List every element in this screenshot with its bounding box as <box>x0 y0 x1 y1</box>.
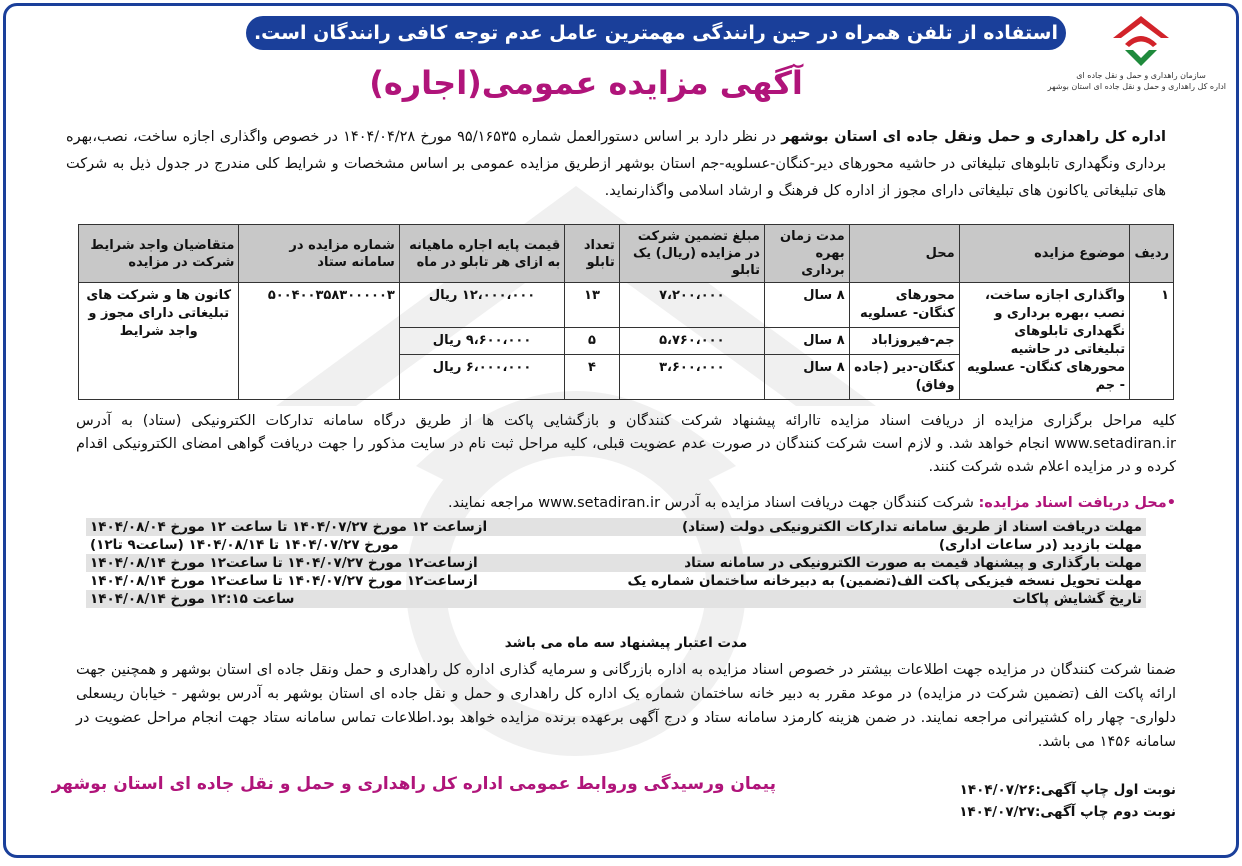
banner: استفاده از تلفن همراه در حین رانندگی مهمترین عامل عدم توجه کافی رانندگان است. <box>246 16 1066 50</box>
schedule-row <box>86 590 1146 608</box>
cell-guarantee: ۷،۲۰۰،۰۰۰ <box>619 283 764 328</box>
schedule-table <box>86 518 1146 608</box>
cell-applicants: کانون ها و شرکت های تبلیغاتی دارای مجوز و واجد شرایط <box>79 283 239 400</box>
schedule-value: ازساعت۱۲ مورخ ۱۴۰۴/۰۷/۲۷ تا ساعت۱۲ مورخ ۱۴۰۴/۰۸/۱۴ <box>86 554 618 572</box>
print-date-second: نوبت دوم چاپ آگهی:۱۴۰۴/۰۷/۲۷ <box>959 804 1176 820</box>
col-location: محل <box>849 225 959 283</box>
schedule-value: ازساعت۱۲ مورخ ۱۴۰۴/۰۷/۲۷ تا ساعت۱۲ مورخ ۱۴۰۴/۰۸/۱۴ <box>90 573 478 589</box>
cell-price: ۱۲،۰۰۰،۰۰۰ ریال <box>399 283 564 328</box>
col-applicants: متقاضیان واجد شرایط شرکت در مزایده <box>79 225 239 283</box>
cell-duration: ۸ سال <box>764 283 849 328</box>
col-number: شماره مزایده در سامانه ستاد <box>239 225 399 283</box>
documents-location-text: شرکت کنندگان جهت دریافت اسناد مزایده به آدرس www.setadiran.ir مراجعه نمایند. <box>448 495 979 511</box>
print-dates <box>959 779 1176 823</box>
col-price: قیمت پایه اجاره ماهیانه به ازای هر تابلو در ماه <box>399 225 564 283</box>
col-duration: مدت زمان بهره برداری <box>764 225 849 283</box>
table-header-row <box>79 225 1174 283</box>
intro-text: در نظر دارد بر اساس دستورالعمل شماره ۹۵/۱۶۵۳۵ مورخ ۱۴۰۴/۰۴/۲۸ در خصوص واگذاری اجازه ساخت، نصب،بهره برداری ونگهداری تابلوهای تبلیغاتی در حاشیه محورهای دیر-کنگان-عسلویه-جم استان بوشهر ازطریق مزایده عمومی بر اساس مشخصات و شرایط کلی مندرج در جدول ذیل به شرکت های تبلیغاتی یاکانون های تبلیغاتی دارای مجوز از اداره کل فرهنگ و ارشاد اسلامی واگذارنماید. <box>66 129 1166 199</box>
cell-price: ۹،۶۰۰،۰۰۰ ریال <box>399 328 564 355</box>
logo-line-2: اداره کل راهداری و حمل و نقل جاده ای استان بوشهر <box>1047 82 1226 91</box>
logo <box>1047 14 1226 114</box>
logo-line-1: سازمان راهداری و حمل و نقل جاده ای <box>1076 71 1206 80</box>
intro-org: اداره کل راهداری و حمل ونقل جاده ای استان بوشهر <box>781 129 1167 145</box>
documents-location-label: •محل دریافت اسناد مزایده: <box>978 495 1176 511</box>
cell-price: ۶،۰۰۰،۰۰۰ ریال <box>399 355 564 400</box>
cell-duration: ۸ سال <box>764 328 849 355</box>
auction-table <box>78 224 1174 400</box>
footer-signature: پیمان ورسیدگی وروابط عمومی اداره کل راهداری و حمل و نقل جاده ای استان بوشهر <box>51 774 776 794</box>
road-authority-logo-icon <box>1111 14 1171 70</box>
cell-guarantee: ۳،۶۰۰،۰۰۰ <box>619 355 764 400</box>
cell-location: کنگان-دیر (جاده وفاق) <box>849 355 959 400</box>
cell-duration: ۸ سال <box>764 355 849 400</box>
schedule-label: مهلت بازدید (در ساعات اداری) <box>938 537 1142 553</box>
schedule-label: تاریخ گشایش پاکات <box>618 590 1146 608</box>
cell-location: جم-فیروزاباد <box>849 328 959 355</box>
schedule-value: ساعت ۱۲:۱۵ مورخ ۱۴۰۴/۰۸/۱۴ <box>86 590 618 608</box>
ad-page <box>3 3 1239 858</box>
cell-count: ۵ <box>565 328 619 355</box>
schedule-label: مهلت دریافت اسناد از طریق سامانه تدارکات الکترونیکی دولت (ستاد) <box>618 518 1146 536</box>
col-count: تعداد تابلو <box>565 225 619 283</box>
cell-guarantee: ۵،۷۶۰،۰۰۰ <box>619 328 764 355</box>
cell-count: ۱۳ <box>565 283 619 328</box>
intro-paragraph <box>66 124 1166 205</box>
schedule-row <box>86 554 1146 572</box>
col-row: ردیف <box>1130 225 1174 283</box>
schedule-value: مورخ ۱۴۰۴/۰۷/۲۷ تا ۱۴۰۴/۰۸/۱۴ (ساعت۹ تا۱۲) <box>90 537 399 553</box>
table-row <box>79 283 1174 328</box>
validity-note: مدت اعتبار پیشنهاد سه ماه می باشد <box>504 635 748 651</box>
cell-row-no: ۱ <box>1130 283 1174 400</box>
schedule-label: مهلت تحویل نسخه فیزیکی پاکت الف(تضمین) به دبیرخانه ساختمان شماره یک <box>627 573 1142 589</box>
schedule-row <box>86 536 1146 554</box>
contact-paragraph: ضمنا شرکت کنندگان در مزایده جهت اطلاعات بیشتر در خصوص اسناد مزایده به اداره بازرگانی و سرمایه گذاری اداره کل راهداری و حمل ونقل جاده ای استان بوشهر و همچنین جهت ارائه پاکت الف (تضمین شرکت در مزایده) در موعد مقرر به دبیر خانه ساختمان شماره یک اداره کل راهداری و حمل و نقل جاده ای استان بوشهر به آدرس بوشهر - خیابان ریسعلی دلواری- چهار راه کشتیرانی مراجعه نمایند. در ضمن هزینه کارمزد سامانه ستاد و درج آگهی برعهده برنده مزایده خواهد بود.اطلاعات تماس سامانه ستاد جهت انجام مراحل عضویت در سامانه ۱۴۵۶ می باشد. <box>76 662 1176 750</box>
col-subject: موضوع مزایده <box>959 225 1129 283</box>
schedule-row <box>86 518 1146 536</box>
cell-location: محورهای کنگان- عسلویه <box>849 283 959 328</box>
cell-auction-number: ۵۰۰۴۰۰۳۵۸۳۰۰۰۰۰۳ <box>239 283 399 400</box>
schedule-row <box>86 572 1146 590</box>
cell-subject: واگذاری اجازه ساخت، نصب ،بهره برداری و نگهداری تابلوهای تبلیغاتی در حاشیه محورهای کنگان- عسلویه - جم <box>959 283 1129 400</box>
schedule-label: مهلت بارگذاری و پیشنهاد قیمت به صورت الکترونیکی در سامانه ستاد <box>618 554 1146 572</box>
print-date-first: نوبت اول چاپ آگهی:۱۴۰۴/۰۷/۲۶ <box>959 782 1176 798</box>
documents-location <box>76 493 1176 513</box>
procedure-paragraph: کلیه مراحل برگزاری مزایده از دریافت اسناد مزایده تاارائه پیشنهاد شرکت کنندگان و بازگشایی پاکت ها از طریق درگاه سامانه تدارکات الکترونیکی (ستاد) به آدرس www.setadiran.ir انجام خواهد شد. و لازم است شرکت کنندگان در صورت عدم عضویت قبلی، کلیه مراحل ثبت نام در سایت مذکور را جهت دریافت گواهی امضای الکترونیکی اقدام کرده و در مزایده اعلام شده شرکت کنند. <box>76 413 1176 475</box>
page-title: آگهی مزایده عمومی(اجاره) <box>369 64 803 102</box>
col-guarantee: مبلغ تضمین شرکت در مزایده (ریال) یک تابلو <box>619 225 764 283</box>
cell-count: ۴ <box>565 355 619 400</box>
schedule-value: ازساعت ۱۲ مورخ ۱۴۰۴/۰۷/۲۷ تا ساعت ۱۲ مورخ ۱۴۰۴/۰۸/۰۴ <box>86 518 618 536</box>
